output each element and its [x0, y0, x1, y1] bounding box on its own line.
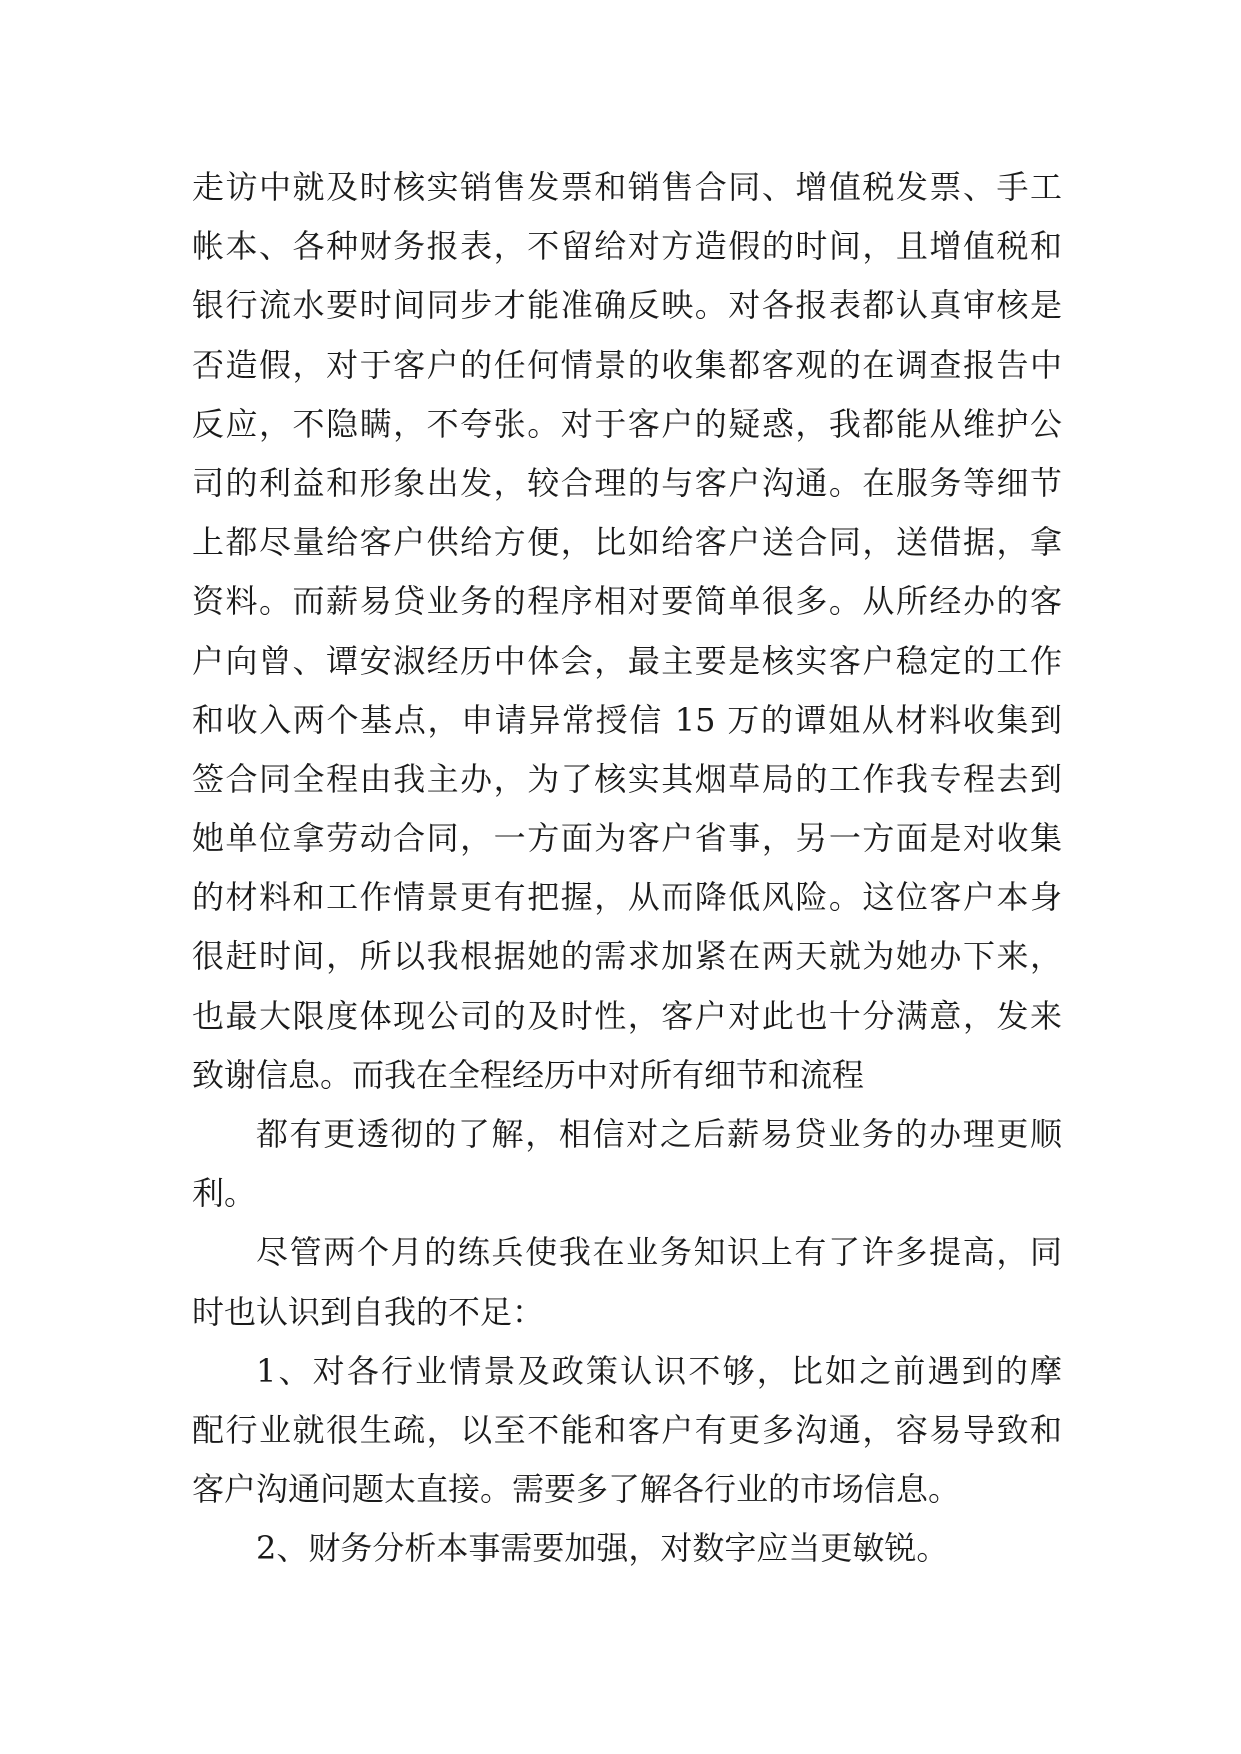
- text-line: 配行业就很生疏，以至不能和客户有更多沟通，容易导致和: [192, 1410, 1062, 1449]
- text-line: 时也认识到自我的不足：: [192, 1292, 545, 1331]
- text-line: 户向曾、谭安淑经历中体会，最主要是核实客户稳定的工作: [192, 641, 1062, 680]
- text-line: 1、对各行业情景及政策认识不够，比如之前遇到的摩: [256, 1351, 1062, 1390]
- text-line: 司的利益和形象出发，较合理的与客户沟通。在服务等细节: [192, 463, 1062, 502]
- text-line: 2、财务分析本事需要加强，对数字应当更敏锐。: [256, 1529, 949, 1568]
- text-line: 都有更透彻的了解，相信对之后薪易贷业务的办理更顺: [256, 1115, 1062, 1153]
- text-line: 银行流水要时间同步才能准确反映。对各报表都认真审核是: [192, 286, 1062, 325]
- text-line: 她单位拿劳动合同，一方面为客户省事，另一方面是对收集: [192, 819, 1062, 858]
- text-line: 致谢信息。而我在全程经历中对所有细节和流程: [192, 1055, 865, 1094]
- text-line: 很赶时间，所以我根据她的需求加紧在两天就为她办下来，: [192, 937, 1062, 976]
- document-body: [192, 158, 1062, 1579]
- text-line: 走访中就及时核实销售发票和销售合同、增值税发票、手工: [192, 168, 1062, 206]
- text-line: 客户沟通问题太直接。需要多了解各行业的市场信息。: [192, 1470, 961, 1509]
- text-line: 否造假，对于客户的任何情景的收集都客观的在调查报告中: [192, 345, 1062, 384]
- text-line: 帐本、各种财务报表，不留给对方造假的时间，且增值税和: [192, 227, 1062, 266]
- text-line: 签合同全程由我主办，为了核实其烟草局的工作我专程去到: [192, 759, 1062, 798]
- text-line: 也最大限度体现公司的及时性，客户对此也十分满意，发来: [192, 996, 1062, 1035]
- text-line: 的材料和工作情景更有把握，从而降低风险。这位客户本身: [192, 878, 1062, 917]
- text-line: 利。: [192, 1174, 257, 1213]
- text-line: 上都尽量给客户供给方便，比如给客户送合同，送借据，拿: [192, 523, 1062, 562]
- text-line: 资料。而薪易贷业务的程序相对要简单很多。从所经办的客: [192, 582, 1062, 621]
- text-line: 和收入两个基点，申请异常授信 15 万的谭姐从材料收集到: [192, 700, 1062, 739]
- text-line: 反应，不隐瞒，不夸张。对于客户的疑惑，我都能从维护公: [192, 404, 1062, 443]
- text-line: 尽管两个月的练兵使我在业务知识上有了许多提高，同: [256, 1233, 1062, 1272]
